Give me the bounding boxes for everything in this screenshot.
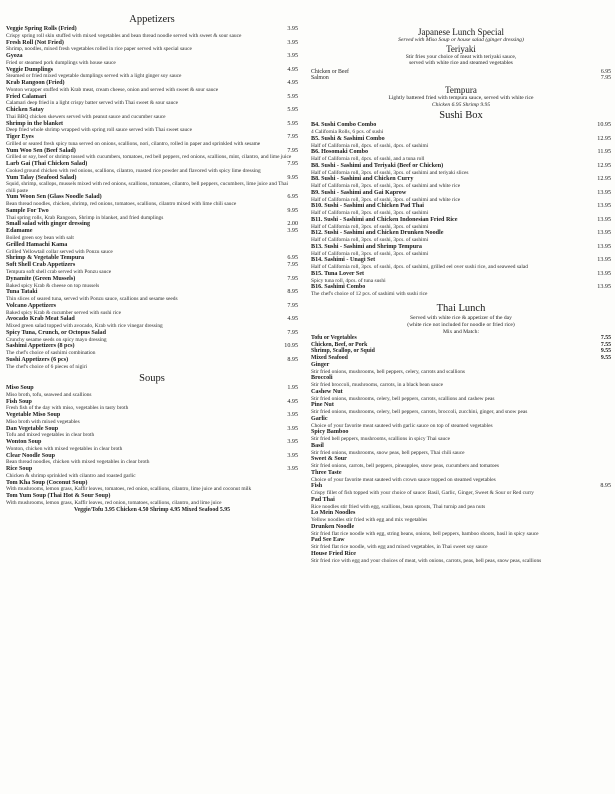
soup-item-desc: With mushrooms, lemon grass, Kaffir leaves, tomatoes, red onion, scallions, cilantro, lime juice and coconut milk <box>6 486 252 493</box>
thai-dish-item-desc: Stir fried flat rice noodle, with egg and mixed vegetables, in Thai sweet soy sauce <box>311 544 488 551</box>
appetizer-item-desc: Boiled green soy bean with salt <box>6 235 74 242</box>
protein-item-price: 9.55 <box>600 355 611 362</box>
appetizer-item-name: Tuna Tataki <box>6 289 38 296</box>
sushi-box-item-desc: Half of California roll, 3pcs. of sushi, 3pcs. of sashimi <box>311 237 429 244</box>
sushi-box-item-price: 13.95 <box>597 284 611 291</box>
thai-dish-item-name: Pad See Eaw <box>311 537 345 544</box>
appetizers-title: Appetizers <box>129 14 175 25</box>
appetizer-item-desc: The chef's choice of sashimi combination <box>6 350 96 357</box>
soup-item-price: 3.95 <box>287 452 298 459</box>
thai-dish-item-name: Sweet & Sour <box>311 456 347 463</box>
appetizer-item <box>6 289 298 296</box>
appetizer-item-name: Soft Shell Crab Appetizers <box>6 262 76 269</box>
appetizer-item-price: 3.95 <box>287 39 298 46</box>
appetizer-item <box>6 228 298 235</box>
soup-item <box>6 412 298 419</box>
appetizer-item-name: Yum Talay (Seafood Salad) <box>6 174 77 181</box>
thai-dish-item <box>311 402 611 409</box>
sushi-box-item <box>311 271 611 278</box>
lunch-special-subtitle: Served with Miso Soup or house salad (ginger dressing) <box>398 37 524 43</box>
appetizer-item-name: Spicy Tuna, Crunch, or Octopus Salad <box>6 329 106 336</box>
sushi-box-item-desc: The chef's choice of 12 pcs. of sashimi with sushi rice <box>311 291 428 298</box>
appetizer-item-price: 5.95 <box>287 120 298 127</box>
sushi-box-item-price: 13.95 <box>597 230 611 237</box>
sushi-box-item <box>311 149 611 156</box>
teriyaki-item-price: 7.95 <box>600 75 611 82</box>
appetizer-item-name: Sushi Appetizers (6 pcs) <box>6 356 69 363</box>
thai-dish-item-desc: Stir fried onions, mushrooms, snow peas, bell peppers, Thai chili sauce <box>311 449 465 456</box>
sushi-box-item <box>311 217 611 224</box>
tempura-note: Lightly battered fried with tempura sauce, served with white rice <box>388 94 534 101</box>
sushi-box-item <box>311 190 611 197</box>
appetizer-item-desc: Bean thread noodles, chicken, shrimp, red onions, tomatoes, scallions, cilantro mixed with lime chili sauce <box>6 201 237 208</box>
appetizer-item-name: Yum Woo Sen (Beef Salad) <box>6 147 76 154</box>
soup-item-price: 1.95 <box>287 385 298 392</box>
soup-item-name: Rice Soup <box>6 466 33 473</box>
soup-price-line: Veggie/Tofu 3.95 Chicken 4.50 Shrimp 4.95 Mixed Seafood 5.95 <box>73 506 231 513</box>
appetizer-item-price: 8.95 <box>287 356 298 363</box>
thai-dish-item-name: Broccoli <box>311 375 333 382</box>
thai-dish-item <box>311 443 611 450</box>
thai-dish-item <box>311 429 611 436</box>
sushi-box-item-desc: Half of California roll, 3pcs. of sushi, 3pcs. of sashimi <box>311 250 429 257</box>
thai-dish-item-desc: Rice noodles stir fried with egg, scallions, bean sprouts, Thai turnip and pea nuts <box>311 503 486 510</box>
teriyaki-title: Teriyaki <box>446 43 476 54</box>
sushi-box-item-name: B15. Tuna Lover Set <box>311 270 365 277</box>
sushi-box-item-price: 13.95 <box>597 216 611 223</box>
appetizer-item <box>6 357 298 364</box>
soup-item <box>6 453 298 460</box>
appetizer-item-price: 2.00 <box>287 221 298 228</box>
thai-dish-item <box>311 510 611 517</box>
appetizer-item <box>6 221 298 228</box>
soup-item <box>6 426 298 433</box>
appetizer-item <box>6 276 298 283</box>
protein-item-price: 7.55 <box>600 335 611 342</box>
sushi-box-item-desc: Half of California roll, 3pcs. of sushi, 3pcs. of sashimi and white rice <box>311 183 461 190</box>
soup-item-desc: Bean thread noodles, chicken with mixed vegetables in clear broth <box>6 459 150 466</box>
protein-item <box>311 348 611 355</box>
soup-item-name: Tom Kha Soup (Coconut Soup) <box>6 479 88 486</box>
soup-item <box>6 480 298 487</box>
soup-item-price: 3.95 <box>287 425 298 432</box>
thai-dish-item <box>311 551 611 558</box>
sushi-box-item <box>311 244 611 251</box>
sushi-box-item-desc: Half of California roll, 4pcs. of sushi, and a tuna roll <box>311 156 425 163</box>
appetizer-item-desc: Calamari deep fried in a light crispy batter served with Thai sweet & sour sauce <box>6 100 179 107</box>
appetizer-item-price: 4.95 <box>287 80 298 86</box>
soup-item <box>6 399 298 406</box>
appetizer-item <box>6 316 298 323</box>
thai-dish-item-name: Garlic <box>311 415 328 422</box>
appetizer-item-desc: Tempura soft shell crab served with Ponzu sauce <box>6 269 112 276</box>
appetizer-item-desc: Thai spring rolls, Krab Rangoon, Shrimp in blanket, and fried dumplings <box>6 214 164 221</box>
soup-item <box>6 385 298 392</box>
thai-dish-item-desc: Stir fried rice with egg and your choices of meat, with onions, carrots, peas, bell peas, snow peas, scallions <box>311 557 542 564</box>
protein-item-price: 7.55 <box>600 341 611 348</box>
sushi-box-item <box>311 163 611 170</box>
protein-item <box>311 342 611 349</box>
sushi-box-item-price: 12.95 <box>597 135 611 142</box>
thai-dish-item-name: Lo Mein Noodles <box>311 510 356 517</box>
sushi-box-item-desc: Half of California roll, 3pcs. of sushi, 4pcs. of sashimi, grilled eel over sushi rice, and seaweed salad <box>311 264 528 271</box>
appetizer-item <box>6 53 298 60</box>
teriyaki-item-name: Salmon <box>311 75 329 82</box>
appetizer-item-desc: Cooked ground chicken with red onions, scallions, cilantro, roasted rice powder and flavored with spicy lime dressing <box>6 167 261 174</box>
sushi-box-item <box>311 257 611 264</box>
protein-item <box>311 355 611 362</box>
appetizer-item-desc: Mixed green salad topped with avocado, Krab with rice vinegar dressing <box>6 323 163 330</box>
protein-item-name: Mixed Seafood <box>311 355 348 362</box>
protein-item-name: Tofu or Vegetables <box>311 335 357 342</box>
sushi-box-item-desc: Half of California roll, 3pcs. of sushi, 3pcs. of sashimi and white rice <box>311 196 461 203</box>
sushi-box-item-name: B4. Sushi Combo Combo <box>311 122 377 129</box>
appetizer-item-desc: Baked spicy Krab & cheese on top mussels <box>6 282 100 289</box>
appetizer-item-desc: Steamed or fried mixed vegetable dumplings served with a light ginger soy sauce <box>6 73 182 80</box>
appetizer-item-desc: Wonton wrapper stuffed with Krab meat, cream cheese, onion and served with sweet & sour sauce <box>6 86 219 93</box>
sushi-box-item-price: 13.95 <box>597 243 611 250</box>
appetizer-item <box>6 343 298 350</box>
appetizer-item <box>6 148 298 155</box>
sushi-box-item <box>311 230 611 237</box>
appetizer-item-name: Veggie Spring Rolls (Fried) <box>6 26 77 32</box>
appetizer-item-price: 9.95 <box>287 207 298 214</box>
sushi-box-item-price: 10.95 <box>597 122 611 129</box>
sushi-box-item <box>311 176 611 183</box>
appetizer-item <box>6 242 298 249</box>
teriyaki-list <box>311 69 611 82</box>
sushi-box-item-desc: Half of California roll, 3pcs. of sushi, 3pcs. of sashimi and teriyaki slices <box>311 169 469 176</box>
thai-dish-item <box>311 524 611 531</box>
sushi-box-item-name: B14. Sashimi - Unagi Set <box>311 257 376 264</box>
appetizer-item-price: 7.95 <box>287 302 298 309</box>
appetizer-item-desc: Fried or steamed pork dumplings with house sauce <box>6 59 116 66</box>
teriyaki-item-name: Chicken or Beef <box>311 68 349 75</box>
protein-list <box>311 335 611 361</box>
appetizer-item-desc: Crunchy sesame seeds on spicy mayo dressing <box>6 336 107 343</box>
appetizer-item-price: 7.95 <box>287 275 298 282</box>
appetizer-item-price: 3.95 <box>287 26 298 32</box>
thai-dish-item <box>311 362 611 369</box>
appetizer-item-price: 7.95 <box>287 134 298 140</box>
appetizer-item-name: Tiger Eyes <box>6 134 34 140</box>
thai-dish-item-name: Pine Nut <box>311 402 334 409</box>
appetizer-item-price: 4.95 <box>287 316 298 323</box>
thai-dish-item-desc: Stir fried onions, mushrooms, celery, bell peppers, carrots, scallions and cashew peas <box>311 395 495 402</box>
thai-dish-item-name: Cashew Nut <box>311 388 343 395</box>
appetizer-item-desc: Grilled or soy, beef or shrimp tossed with cucumbers, tomatoes, red bell peppers, red onions, scallions, mint, cilantro, and lime juice <box>6 154 292 161</box>
sushi-box-item-name: B5. Sushi & Sashimi Combo <box>311 135 385 142</box>
thai-dish-item <box>311 483 611 490</box>
appetizer-item-name: Larb Gai (Thai Chicken Salad) <box>6 161 88 167</box>
sushi-box-item-name: B8. Sushi - Sashimi and Chicken Curry <box>311 176 414 183</box>
appetizer-item-desc: Squid, shrimp, scallops, mussels mixed with red onions, scallions, tomatoes, cilantro, bell peppers, cucumbers, lime juice and Thai chili paste <box>6 181 288 194</box>
thai-dish-item-desc: Stir fried onions, mushrooms, celery, bell peppers, carrots, broccoli, zucchini, ginger, and snow peas <box>311 409 528 416</box>
thai-lunch-title: Thai Lunch <box>436 303 486 315</box>
appetizer-item-name: Small salad with ginger dressing <box>6 221 91 228</box>
appetizer-item-name: Grilled Hamachi Kama <box>6 241 68 248</box>
appetizer-item <box>6 107 298 114</box>
sushi-box-item-desc: Half of California roll, 3pcs. of sushi, 3pcs. of sashimi <box>311 210 429 217</box>
appetizer-item <box>6 134 298 141</box>
appetizer-item-desc: Thin slices of seared tuna, served with Ponzu sauce, scallions and sesame seeds <box>6 296 178 303</box>
teriyaki-item-price: 6.95 <box>600 68 611 75</box>
soup-item-name: Fish Soup <box>6 398 32 405</box>
sushi-box-title: Sushi Box <box>439 110 483 122</box>
sushi-box-item-price: 13.95 <box>597 189 611 196</box>
thai-dish-item <box>311 375 611 382</box>
thai-dish-item <box>311 470 611 477</box>
appetizer-item-name: Sashimi Appetizers (8 pcs) <box>6 343 75 350</box>
appetizer-item <box>6 80 298 87</box>
lunch-special-title: Japanese Lunch Special <box>418 27 504 37</box>
soup-item-price: 3.95 <box>287 466 298 473</box>
tempura-title: Tempura <box>445 84 477 95</box>
appetizer-item-name: Dynamite (Green Mussels) <box>6 275 76 282</box>
sushi-box-item <box>311 122 611 129</box>
sushi-box-item-price: 12.95 <box>597 176 611 183</box>
thai-lunch-note-2: (white rice not included for noodle or fried rice) <box>407 322 515 329</box>
appetizer-item-name: Fried Calamari <box>6 93 47 100</box>
soup-item <box>6 493 298 500</box>
thai-dish-item-desc: Stir fried flat rice noodle with egg, string beans, onions, bell peppers, bamboo shoots, basil in spicy sauce <box>311 530 539 537</box>
thai-dish-item-desc: Crispy fillet of fish topped with your choice of sauce: Basil, Garlic, Ginger, Sweet & Sour or Red curry <box>311 490 534 497</box>
thai-dish-list <box>311 362 611 564</box>
soup-item-desc: Tofu and mixed vegetables in clear broth <box>6 432 95 439</box>
appetizer-item-price: 6.95 <box>287 194 298 201</box>
thai-dish-item-name: Fish <box>311 483 323 490</box>
appetizer-item-price: 8.95 <box>287 289 298 296</box>
appetizer-item-desc: Baked spicy Krab & cucumber served with sushi rice <box>6 309 121 316</box>
soups-list <box>6 385 298 506</box>
appetizer-item-name: Shrimp in the blanket <box>6 120 64 127</box>
appetizer-item <box>6 255 298 262</box>
soup-item <box>6 466 298 473</box>
appetizer-item-price: 9.95 <box>287 174 298 181</box>
protein-item <box>311 335 611 342</box>
appetizer-item <box>6 330 298 337</box>
appetizer-item-name: Sample For Two <box>6 207 49 214</box>
thai-dish-item <box>311 456 611 463</box>
appetizers-list <box>6 26 298 370</box>
protein-item-price: 9.55 <box>600 348 611 355</box>
teriyaki-note-1: Stir fries your choice of meat with teriyaki sauce, <box>405 53 517 60</box>
sushi-box-item-name: B16. Sashimi Combo <box>311 284 366 291</box>
sushi-box-list <box>311 122 611 297</box>
appetizer-item-name: Yum Woon Sen (Glass Noodle Salad) <box>6 194 102 201</box>
thai-dish-item-desc: Stir fried bell peppers, mushrooms, scallions in spicy Thai sauce <box>311 436 450 443</box>
soup-item-desc: Miso broth, tofu, seaweed and scallions <box>6 391 92 398</box>
appetizer-item-desc: Grilled Yellowtail collar served with Ponzu sauce <box>6 248 113 255</box>
appetizer-item-name: Avocado Krab Meat Salad <box>6 316 75 323</box>
sushi-box-item-price: 12.95 <box>597 162 611 169</box>
appetizer-item-name: Shrimp & Vegetable Tempura <box>6 255 85 262</box>
appetizer-item-price: 3.95 <box>287 53 298 59</box>
appetizer-item <box>6 208 298 215</box>
teriyaki-note-2: served with white rice and steamed vegetables <box>409 60 513 67</box>
thai-dish-item <box>311 416 611 423</box>
appetizer-item-price: 7.95 <box>287 147 298 154</box>
sushi-box-item-name: B11. Sushi - Sashimi and Chicken Indonesian Fried Rice <box>311 216 458 223</box>
thai-dish-item-name: Spicy Bamboo <box>311 429 349 436</box>
soup-item-name: Vegetable Miso Soup <box>6 412 61 419</box>
soup-item-desc: Wonton, chicken with mixed vegetables in clear broth <box>6 445 123 452</box>
sushi-box-item <box>311 284 611 291</box>
appetizer-item <box>6 175 298 182</box>
thai-dish-item-name: House Fried Rice <box>311 550 357 557</box>
sushi-box-item-price: 13.95 <box>597 257 611 264</box>
thai-dish-item-desc: Stir fried broccoli, mushrooms, carrots, in a black bean sauce <box>311 382 444 389</box>
thai-dish-item-name: Drunken Noodle <box>311 523 355 530</box>
thai-dish-item <box>311 537 611 544</box>
thai-dish-item-name: Basil <box>311 442 324 449</box>
protein-item-name: Shrimp, Scallop, or Squid <box>311 348 375 355</box>
soup-item-name: Clear Noodle Soup <box>6 452 55 459</box>
thai-dish-item-desc: Stir fried onions, carrots, bell peppers, pineapples, snow peas, cucumbers and tomatoes <box>311 463 500 470</box>
sushi-box-item-desc: 4 California Rolls, 6 pcs. of sushi <box>311 129 384 136</box>
appetizer-item-name: Chicken Satay <box>6 107 44 113</box>
soup-item <box>6 439 298 446</box>
appetizer-item-name: Krab Rangoon (Fried) <box>6 80 65 86</box>
sushi-box-item-name: B12. Sushi - Sashimi and Chicken Drunken Noodle <box>311 230 444 237</box>
right-column <box>311 0 611 794</box>
sushi-box-item-name: B10. Sushi - Sashimi and Chicken Pad Thai <box>311 203 425 210</box>
thai-dish-item-price: 8.95 <box>600 483 611 490</box>
soup-item-price: 3.95 <box>287 439 298 446</box>
thai-lunch-note-3: Mix and Match: <box>442 328 480 335</box>
sushi-box-item-price: 11.95 <box>597 149 611 156</box>
thai-dish-item-name: Three Taste <box>311 469 342 476</box>
appetizer-item-name: Gyoza <box>6 53 23 59</box>
appetizer-item <box>6 26 298 33</box>
soup-item-price: 3.95 <box>287 412 298 419</box>
appetizer-item-price: 7.95 <box>287 329 298 336</box>
appetizer-item-name: Veggie Dumplings <box>6 66 54 73</box>
appetizer-item-desc: Thai BBQ chicken skewers served with peanut sauce and cucumber sauce <box>6 113 166 120</box>
appetizer-item <box>6 94 298 101</box>
appetizer-item <box>6 161 298 168</box>
teriyaki-item <box>311 69 611 76</box>
appetizer-item <box>6 40 298 47</box>
soup-item-desc: Miso broth with mixed vegetables <box>6 418 80 425</box>
soup-item-name: Tom Yum Soup (Thai Hot & Sour Soup) <box>6 493 111 500</box>
sushi-box-item-price: 13.95 <box>597 270 611 277</box>
protein-item-name: Chicken, Beef, or Pork <box>311 341 368 348</box>
appetizer-item-desc: Shrimp, noodles, mixed fresh vegetables rolled in rice paper served with special sauce <box>6 46 192 53</box>
appetizer-item-price: 7.95 <box>287 161 298 167</box>
soup-item-price: 4.95 <box>287 398 298 405</box>
sushi-box-item-desc: Half of California roll, 4pcs. of sushi, 4pcs. of sashimi <box>311 142 429 149</box>
sushi-box-item-desc: Half of California roll, 3pcs. of sushi, 3pcs. of sashimi <box>311 223 429 230</box>
appetizer-item-name: Edamame <box>6 228 33 235</box>
sushi-box-item-name: B8. Sushi - Sashimi and Teriyaki (Beef or Chicken) <box>311 162 444 169</box>
tempura-prices: Chicken 6.95 Shrimp 9.95 <box>431 101 491 108</box>
thai-dish-item-name: Ginger <box>311 361 330 368</box>
appetizer-item <box>6 121 298 128</box>
appetizer-item-price: 4.95 <box>287 66 298 73</box>
appetizer-item-price: 5.95 <box>287 107 298 113</box>
appetizer-item <box>6 262 298 269</box>
appetizer-item-price: 7.95 <box>287 262 298 269</box>
sushi-box-item <box>311 203 611 210</box>
soup-item-name: Wonton Soup <box>6 439 42 446</box>
thai-dish-item-desc: Stir fried onions, mushrooms, bell peppers, celery, carrots and scallions <box>311 368 465 375</box>
thai-dish-item <box>311 497 611 504</box>
appetizer-item-price: 10.95 <box>284 343 298 350</box>
thai-dish-item-desc: Choice of your favorite meat sauteed with crown sauce topped on steamed vegetables <box>311 476 496 483</box>
sushi-box-item-name: B9. Sushi - Sashimi and Gai Kaprow <box>311 189 407 196</box>
thai-dish-item-desc: Yellow noodles stir fried with egg and mix vegetables <box>311 517 428 524</box>
appetizer-item-name: Volcano Appetizers <box>6 302 57 309</box>
appetizer-item-desc: Crispy spring roll skin stuffed with mixed vegetables and bean thread noodle served with sweet & sour sauce <box>6 32 242 39</box>
appetizer-item-price: 6.95 <box>287 255 298 262</box>
sushi-box-item-price: 13.95 <box>597 203 611 210</box>
sushi-box-item <box>311 136 611 143</box>
soups-title: Soups <box>139 373 165 385</box>
appetizer-item-desc: The chef's choice of 6 pieces of nigiri <box>6 363 88 370</box>
sushi-box-item-name: B6. Hosomaki Combo <box>311 149 369 156</box>
thai-dish-item <box>311 389 611 396</box>
appetizer-item-desc: Deep fried whole shrimp wrapped with spring roll sauce served with Thai sweet sauce <box>6 127 192 134</box>
left-column <box>6 0 298 794</box>
teriyaki-item <box>311 75 611 82</box>
appetizer-item-desc: Grilled or seared fresh spicy tuna served on onions, scallions, nori, cilantro, rolled in paper and sprinkled with sesame <box>6 140 261 147</box>
thai-dish-item-name: Pad Thai <box>311 496 335 503</box>
soup-item-desc: With mushrooms, lemon grass, Kaffir leaves, red onion, tomatoes, scallions, cilantro, and lime juice <box>6 499 222 506</box>
appetizer-item-price: 5.95 <box>287 93 298 100</box>
thai-dish-item-desc: Choice of your favorite meat sauteed with garlic sauce on top of steamed vegetables <box>311 422 493 429</box>
appetizer-item <box>6 303 298 310</box>
thai-lunch-note-1: Served with white rice & appetizer of the day <box>410 315 512 322</box>
soup-item-desc: Fresh fish of the day with miso, vegetables in tasty broth <box>6 405 129 412</box>
soup-item-name: Dan Vegetable Soup <box>6 425 59 432</box>
appetizer-item <box>6 194 298 201</box>
sushi-box-item-desc: Spicy tuna roll, 4pcs. of tuna sushi <box>311 277 386 284</box>
soup-item-desc: Chicken & shrimp sprinkled with cilantro and roasted garlic <box>6 472 136 479</box>
appetizer-item-name: Fresh Roll (Not Fried) <box>6 39 64 46</box>
sushi-box-item-name: B13. Sushi - Sashimi and Shrimp Tempura <box>311 243 422 250</box>
soup-item-name: Miso Soup <box>6 385 34 392</box>
appetizer-item <box>6 67 298 74</box>
appetizer-item-price: 3.95 <box>287 228 298 235</box>
